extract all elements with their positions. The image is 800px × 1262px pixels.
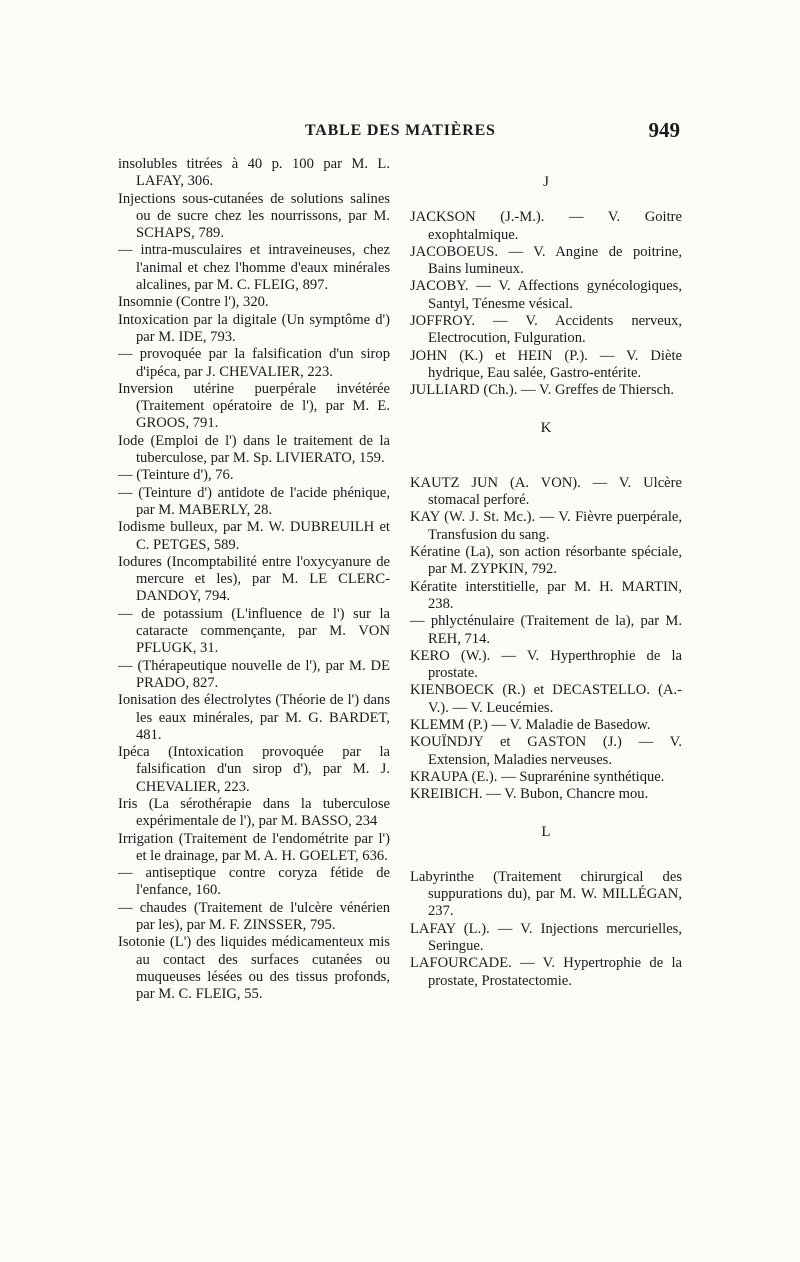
index-entry: Isotonie (L') des liquides médicamenteux mis au contact des surfaces cutanées ou muqueuses lésées ou des tissus profonds, par M. C. FLEIG, 55. bbox=[118, 934, 390, 1003]
index-entry: Kératine (La), son action résorbante spéciale, par M. ZYPKIN, 792. bbox=[410, 544, 682, 578]
index-entry: Labyrinthe (Traitement chirurgical des suppurations du), par M. W. MILLÉGAN, 237. bbox=[410, 868, 682, 920]
index-entry: Intoxication par la digitale (Un symptôme d') par M. IDE, 793. bbox=[118, 311, 390, 345]
index-entry: Kératite interstitielle, par M. H. MARTIN, 238. bbox=[410, 578, 682, 612]
index-entry: — (Teinture d'), 76. bbox=[118, 467, 234, 484]
index-entry: Ionisation des électrolytes (Théorie de l') dans les eaux minérales, par M. G. BARDET, 481. bbox=[118, 692, 390, 743]
index-entry: — (Thérapeutique nouvelle de l'), par M. DE PRADO, 827. bbox=[118, 657, 390, 691]
index-entry: KAUTZ JUN (A. VON). — V. Ulcère stomacal perforé. bbox=[410, 474, 682, 509]
section-letter-l: L bbox=[541, 823, 551, 840]
index-entry: — chaudes (Traitement de l'ulcère vénérien par les), par M. F. ZINSSER, 795. bbox=[118, 899, 390, 934]
page-number: 949 bbox=[648, 118, 680, 142]
index-entry: Irrigation (Traitement de l'endométrite par l') et le drainage, par M. A. H. GOELET, 636. bbox=[118, 830, 390, 864]
index-entry: — provoquée par la falsification d'un sirop d'ipéca, par J. CHEVALIER, 223. bbox=[118, 346, 390, 380]
index-entry: Inversion utérine puerpérale invétérée (Traitement opératoire de l'), par M. E. GROOS, 791. bbox=[118, 380, 390, 432]
index-entry: KRAUPA (E.). — Suprarénine synthétique. bbox=[410, 768, 665, 785]
running-title: TABLE DES MATIÈRES bbox=[305, 122, 496, 139]
index-entry: Ipéca (Intoxication provoquée par la falsification d'un sirop d'), par M. J. CHEVALIER, 223. bbox=[118, 744, 390, 795]
left-column bbox=[118, 156, 390, 1004]
index-entry: JOHN (K.) et HEIN (P.). — V. Diète hydrique, Eau salée, Gastro-entérite. bbox=[410, 347, 682, 381]
index-entry: KREIBICH. — V. Bubon, Chancre mou. bbox=[410, 786, 649, 803]
index-entry: JACOBY. — V. Affections gynécologiques, Santyl, Ténesme vésical. bbox=[410, 278, 682, 312]
index-entry: LAFAY (L.). — V. Injections mercurielles, Seringue. bbox=[410, 920, 682, 954]
index-entry: KERO (W.). — V. Hyperthrophie de la prostate. bbox=[410, 647, 682, 682]
index-entry: KLEMM (P.) — V. Maladie de Basedow. bbox=[410, 717, 651, 734]
index-entry: KAY (W. J. St. Mc.). — V. Fièvre puerpérale, Transfusion du sang. bbox=[410, 509, 682, 543]
index-entry: JACKSON (J.-M.). — V. Goitre exophtalmique. bbox=[410, 209, 682, 243]
index-entry: Iodisme bulleux, par M. W. DUBREUILH et C. PETGES, 589. bbox=[118, 519, 390, 553]
index-entry: KOUÏNDJY et GASTON (J.) — V. Extension, Maladies nerveuses. bbox=[410, 734, 682, 768]
index-entry: Injections sous-cutanées de solutions salines ou de sucre chez les nourrissons, par M. SCHAPS, 789. bbox=[118, 190, 390, 242]
index-entry: Iodures (Incomptabilité entre l'oxycyanure de mercure et les), par M. LE CLERC-DANDOY, 794. bbox=[118, 553, 390, 605]
index-entry: — de potassium (L'influence de l') sur la cataracte commençante, par M. VON PFLUGK, 31. bbox=[118, 605, 390, 657]
index-entry: insolubles titrées à 40 p. 100 par M. L. LAFAY, 306. bbox=[118, 156, 390, 190]
index-entry: KIENBOECK (R.) et DECASTELLO. (A.-V.). — V. Leucémies. bbox=[410, 682, 682, 716]
section-letter-j: J bbox=[543, 174, 549, 190]
index-entry: LAFOURCADE. — V. Hypertrophie de la prostate, Prostatectomie. bbox=[410, 955, 682, 989]
index-entry: Insomnie (Contre l'), 320. bbox=[118, 294, 269, 311]
index-entry: JOFFROY. — V. Accidents nerveux, Electrocution, Fulguration. bbox=[410, 313, 682, 347]
running-head bbox=[135, 118, 680, 146]
index-entry: — (Teinture d') antidote de l'acide phénique, par M. MABERLY, 28. bbox=[118, 484, 390, 518]
index-entry: Iris (La sérothérapie dans la tuberculose expérimentale de l'), par M. BASSO, 234 bbox=[118, 795, 390, 830]
right-column bbox=[410, 156, 682, 990]
index-entry: — phlycténulaire (Traitement de la), par M. REH, 714. bbox=[410, 613, 682, 647]
index-entry: — antiseptique contre coryza fétide de l'enfance, 160. bbox=[118, 865, 390, 899]
index-entry: Iode (Emploi de l') dans le traitement de la tuberculose, par M. Sp. LIVIERATO, 159. bbox=[118, 432, 390, 467]
index-entry: JULLIARD (Ch.). — V. Greffes de Thiersch. bbox=[410, 382, 674, 399]
index-entry: — intra-musculaires et intraveineuses, chez l'animal et chez l'homme d'eaux minérales alcalines, par M. C. FLEIG, 897. bbox=[118, 242, 390, 294]
section-letter-k: K bbox=[540, 419, 552, 436]
index-entry: JACOBOEUS. — V. Angine de poitrine, Bains lumineux. bbox=[410, 243, 682, 278]
